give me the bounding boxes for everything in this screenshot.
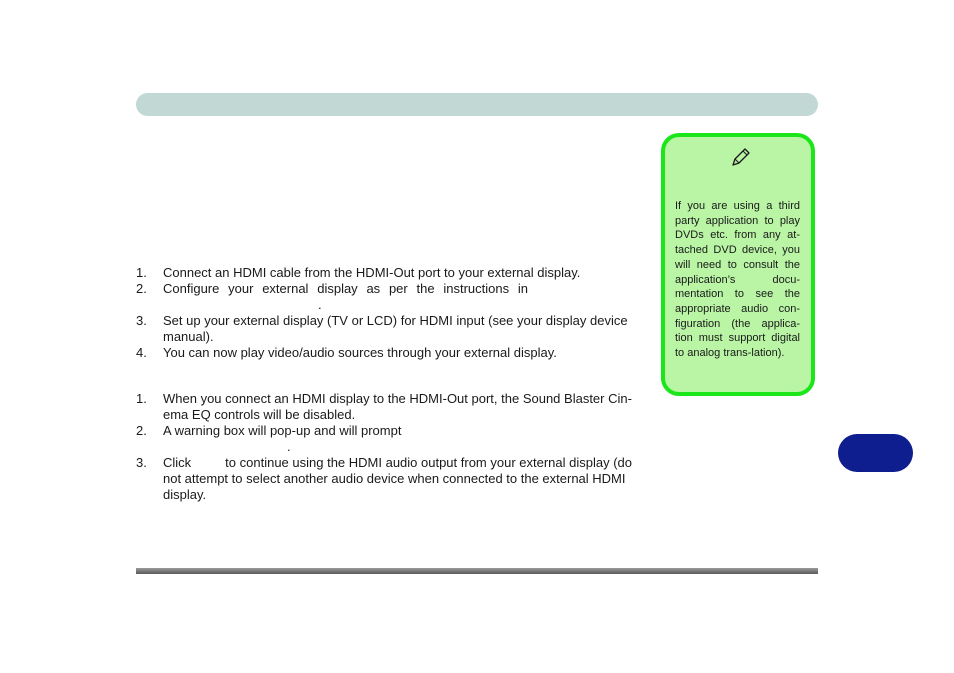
page-header-bar <box>136 93 818 116</box>
list-item: 4. You can now play video/audio sources through your external display. <box>136 345 557 360</box>
step-text: to continue using the HDMI audio output from your external display (do not attempt to select another audio device when connected to the external HDMI display. <box>163 455 633 502</box>
list-item: 3. Click to continue using the HDMI audio output from your external display (do not attempt to select another audio device when connected to the external HDMI display. <box>136 455 633 502</box>
step-text: Connect an HDMI cable from the HDMI-Out port to your external display. <box>163 265 581 280</box>
step-text-end: . <box>318 297 322 312</box>
note-text: If you are using a third party application to play DVDs etc. from any at-tached DVD device, you will need to consult the application’s docu-mentation to see the appropriate audio con-figuration (the applica-tion must support digital to analog trans-lation). <box>675 200 800 360</box>
list-item: 1. When you connect an HDMI display to the HDMI-Out port, the Sound Blaster Cin-ema EQ controls will be disabled. <box>136 391 632 422</box>
footer-rule <box>136 568 818 574</box>
list-item: 2. A warning box will pop-up and will prompt . <box>136 423 648 455</box>
list-item: 3. Set up your external display (TV or LCD) for HDMI input (see your display device manual). <box>136 313 628 344</box>
step-text-end: . <box>287 439 291 454</box>
step-text: You can now play video/audio sources through your external display. <box>163 345 557 360</box>
hdmi-audio-steps <box>136 391 648 503</box>
step-text: Configure your external display as per the instructions in <box>163 281 528 296</box>
step-text: When you connect an HDMI display to the HDMI-Out port, the Sound Blaster Cin-ema EQ controls will be disabled. <box>163 391 632 422</box>
step-text: Set up your external display (TV or LCD) for HDMI input (see your display device manual). <box>163 313 628 344</box>
note-box <box>661 133 815 396</box>
chapter-tab <box>838 434 913 472</box>
list-item: 1. Connect an HDMI cable from the HDMI-Out port to your external display. <box>136 265 581 280</box>
hdmi-setup-steps <box>136 265 648 361</box>
pencil-icon <box>729 147 751 169</box>
step-text: A warning box will pop-up and will prompt <box>163 423 402 438</box>
list-item: 2. Configure your external display as per the instructions in . <box>136 281 648 313</box>
step-text-start: Click <box>163 455 192 470</box>
